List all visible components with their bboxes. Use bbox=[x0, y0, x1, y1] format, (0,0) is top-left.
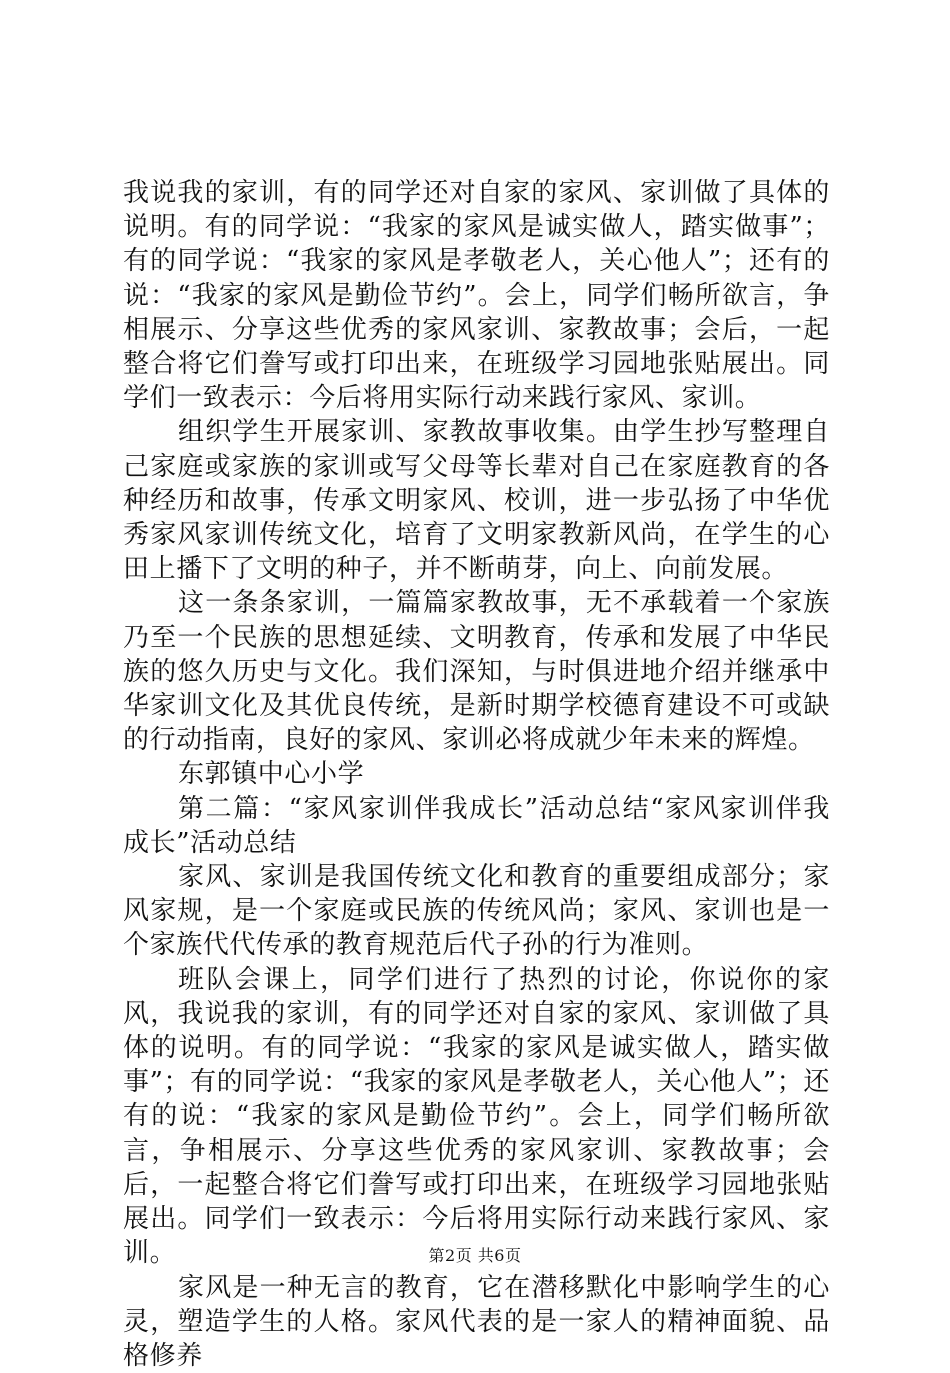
page-footer: 第2页 共6页 bbox=[0, 1246, 950, 1266]
document-body bbox=[123, 176, 830, 1373]
paragraph-intro: 家风、家训是我国传统文化和教育的重要组成部分；家风家规，是一个家庭或民族的传统风尚；家风、家训也是一个家族代代传承的教育规范后代子孙的行为准则。 bbox=[123, 860, 830, 963]
paragraph-collect-stories: 组织学生开展家训、家教故事收集。由学生抄写整理自己家庭或家族的家训或写父母等长辈对自己在家庭教育的各种经历和故事，传承文明家风、校训，进一步弘扬了中华优秀家风家训传统文化，培育了文明家教新风尚，在学生的心田上播下了文明的种子，并不断萌芽，向上、向前发展。 bbox=[123, 415, 830, 586]
school-signature: 东郭镇中心小学 bbox=[123, 757, 830, 791]
paragraph-continued: 我说我的家训，有的同学还对自家的家风、家训做了具体的说明。有的同学说：“我家的家风是诚实做人，踏实做事”；有的同学说：“我家的家风是孝敬老人，关心他人”；还有的说：“我家的家风是勤俭节约”。会上，同学们畅所欲言，争相展示、分享这些优秀的家风家训、家教故事；会后，一起整合将它们誊写或打印出来，在班级学习园地张贴展出。同学们一致表示：今后将用实际行动来践行家风、家训。 bbox=[123, 176, 830, 415]
paragraph-family-instructions: 这一条条家训，一篇篇家教故事，无不承载着一个家族乃至一个民族的思想延续、文明教育，传承和发展了中华民族的悠久历史与文化。我们深知，与时俱进地介绍并继承中华家训文化及其优良传统，是新时期学校德育建设不可或缺的行动指南，良好的家风、家训必将成就少年未来的辉煌。 bbox=[123, 586, 830, 757]
paragraph-family-style: 家风是一种无言的教育，它在潜移默化中影响学生的心灵，塑造学生的人格。家风代表的是一家人的精神面貌、品格修养 bbox=[123, 1271, 830, 1373]
section-heading: 第二篇：“家风家训伴我成长”活动总结“家风家训伴我成长”活动总结 bbox=[123, 792, 830, 860]
paragraph-class-meeting: 班队会课上，同学们进行了热烈的讨论，你说你的家风，我说我的家训，有的同学还对自家的家风、家训做了具体的说明。有的同学说：“我家的家风是诚实做人，踏实做事”；有的同学说：“我家的家风是孝敬老人，关心他人”；还有的说：“我家的家风是勤俭节约”。会上，同学们畅所欲言，争相展示、分享这些优秀的家风家训、家教故事；会后，一起整合将它们誊写或打印出来，在班级学习园地张贴展出。同学们一致表示：今后将用实际行动来践行家风、家训。 bbox=[123, 963, 830, 1271]
